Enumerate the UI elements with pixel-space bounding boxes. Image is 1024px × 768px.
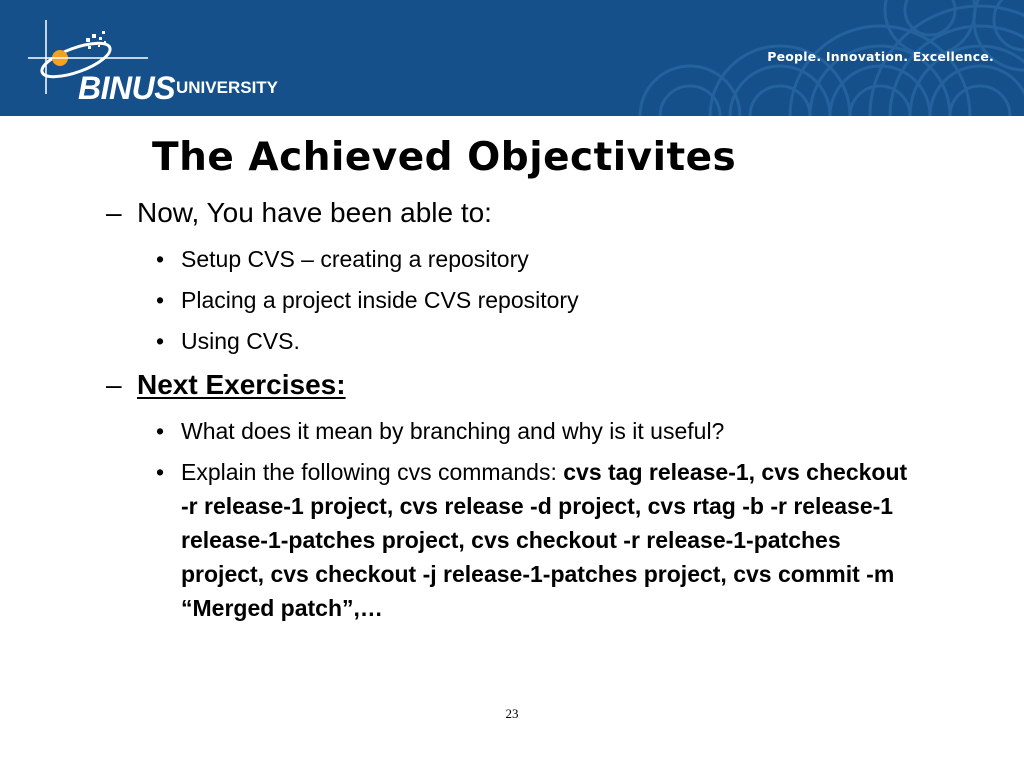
tagline: People. Innovation. Excellence.	[767, 49, 994, 64]
binus-university-logo	[28, 14, 298, 106]
page-number: 23	[505, 706, 519, 721]
list-item-text: Placing a project inside CVS repository	[181, 287, 579, 313]
list-item-text: What does it mean by branching and why is it useful?	[181, 418, 725, 444]
section-heading-text: Next Exercises:	[137, 369, 346, 400]
bullet-marker: •	[156, 328, 165, 354]
list-item-text: Using CVS.	[181, 328, 300, 354]
dash-marker: –	[106, 197, 122, 228]
section-now-able-heading	[106, 196, 492, 230]
bullet-marker: •	[156, 246, 165, 272]
list-item-text: Setup CVS – creating a repository	[181, 246, 529, 272]
logo-subword: UNIVERSITY	[176, 78, 279, 97]
logo-wordmark: BINUS	[78, 70, 176, 106]
list-item	[156, 242, 529, 276]
list-item	[156, 414, 724, 448]
header-banner	[0, 0, 1024, 116]
cvs-commands-list: cvs tag release-1, cvs checkout -r release-1 project, cvs release -d project, cvs rtag -b -r release-1 release-1-patches project, cvs checkout -r release-1-patches project, cvs checkout -j release-1-patches project, cvs commit -m “Merged patch”,…	[181, 459, 908, 621]
list-item	[156, 324, 300, 358]
bullet-marker: •	[156, 418, 165, 444]
slide-title: The Achieved Objectivites	[152, 135, 737, 180]
list-item-explain-commands	[156, 455, 916, 625]
explain-lead: Explain the following cvs commands:	[181, 459, 564, 485]
list-item	[156, 283, 579, 317]
bullet-marker: •	[156, 459, 165, 485]
section-heading-text: Now, You have been able to:	[137, 197, 492, 228]
explain-text	[181, 455, 916, 625]
bullet-marker: •	[156, 287, 165, 313]
section-next-exercises-heading	[106, 368, 346, 402]
dash-marker: –	[106, 369, 122, 400]
